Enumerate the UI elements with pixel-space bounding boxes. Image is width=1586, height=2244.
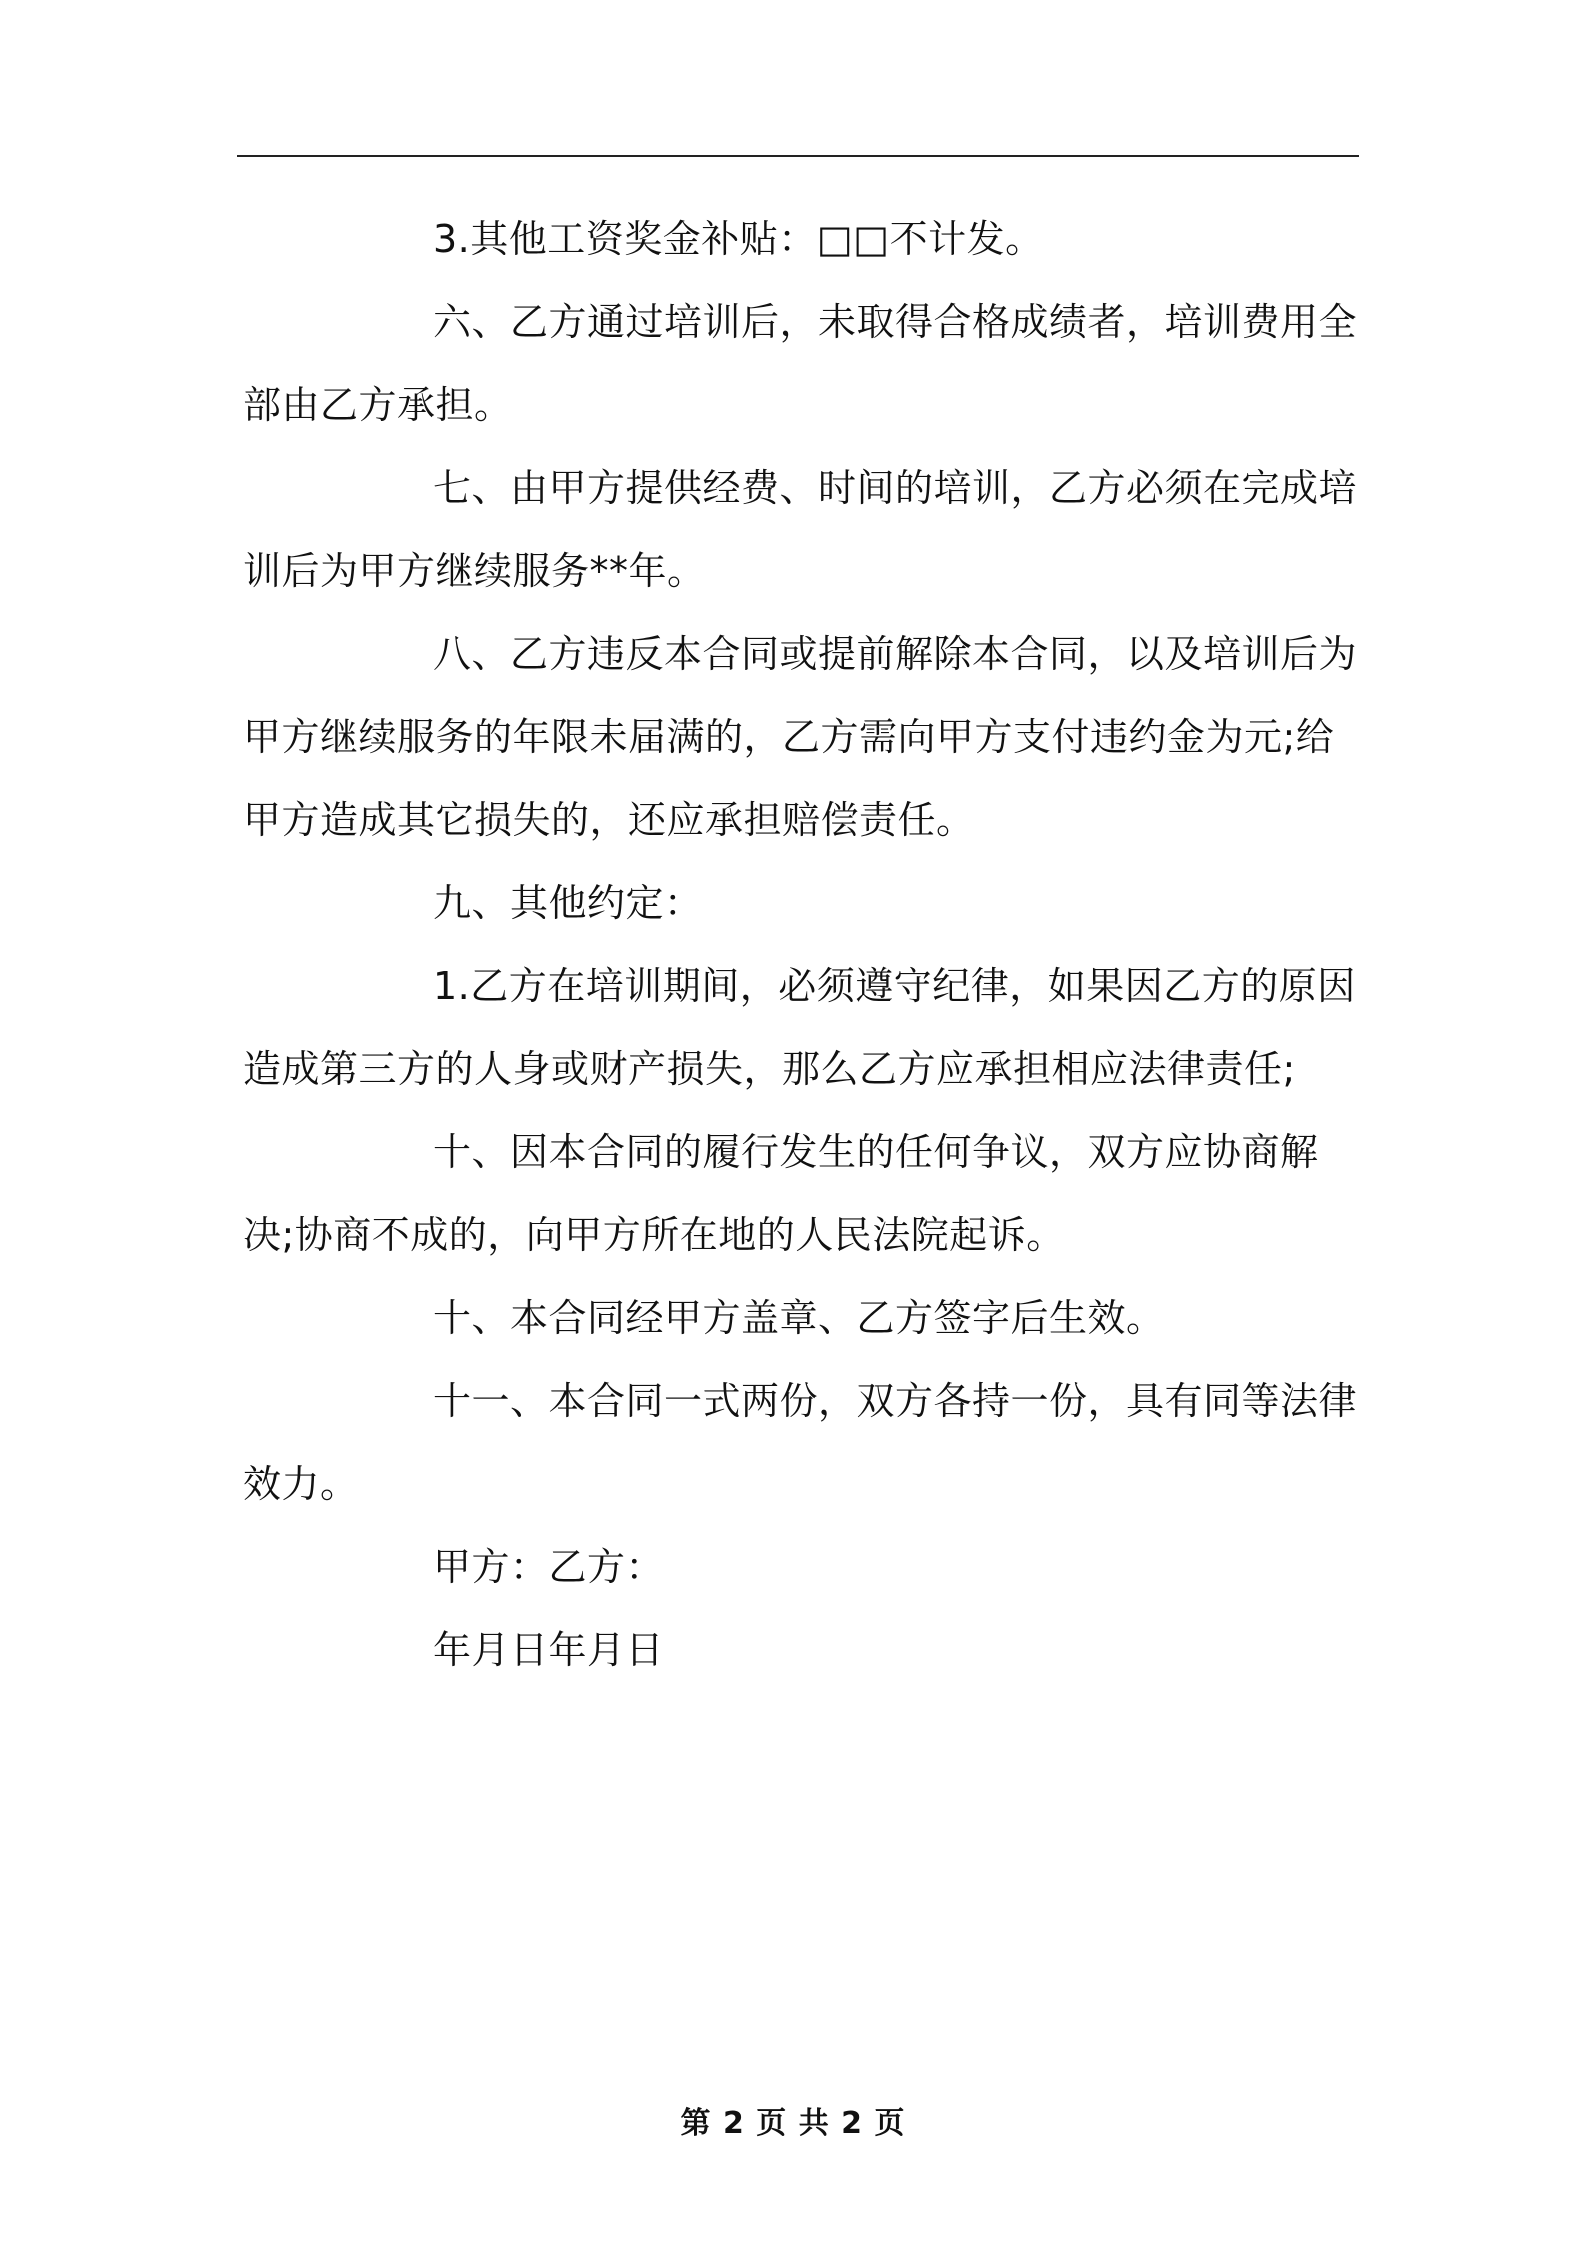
signature-dates: 年月日年月日	[433, 1628, 665, 1672]
paragraph-clause-10-dispute: 十、因本合同的履行发生的任何争议，双方应协商解决;协商不成的，向甲方所在地的人民法院起诉。	[243, 1130, 1319, 1257]
paragraph-clause-9-item-1: 1.乙方在培训期间，必须遵守纪律，如果因乙方的原因造成第三方的人身或财产损失，那么乙方应承担相应法律责任;	[243, 964, 1356, 1091]
signature-parties: 甲方：乙方：	[433, 1545, 665, 1589]
paragraph-clause-10-effective: 十、本合同经甲方盖章、乙方签字后生效。	[433, 1296, 1165, 1340]
paragraph-other-wages: 3.其他工资奖金补贴：□□不计发。	[433, 217, 1044, 261]
page-number: 第 2 页 共 2 页	[680, 2106, 906, 2141]
paragraph-clause-11: 十一、本合同一式两份，双方各持一份，具有同等法律效力。	[243, 1379, 1358, 1506]
document-body	[243, 198, 1359, 1692]
header-rule	[237, 155, 1359, 157]
paragraph-clause-8: 八、乙方违反本合同或提前解除本合同，以及培训后为甲方继续服务的年限未届满的，乙方需向甲方支付违约金为元;给甲方造成其它损失的，还应承担赔偿责任。	[243, 632, 1358, 842]
paragraph-clause-9: 九、其他约定：	[433, 881, 703, 925]
paragraph-clause-7: 七、由甲方提供经费、时间的培训，乙方必须在完成培训后为甲方继续服务**年。	[243, 466, 1358, 593]
paragraph-clause-6: 六、乙方通过培训后，未取得合格成绩者，培训费用全部由乙方承担。	[243, 300, 1358, 427]
